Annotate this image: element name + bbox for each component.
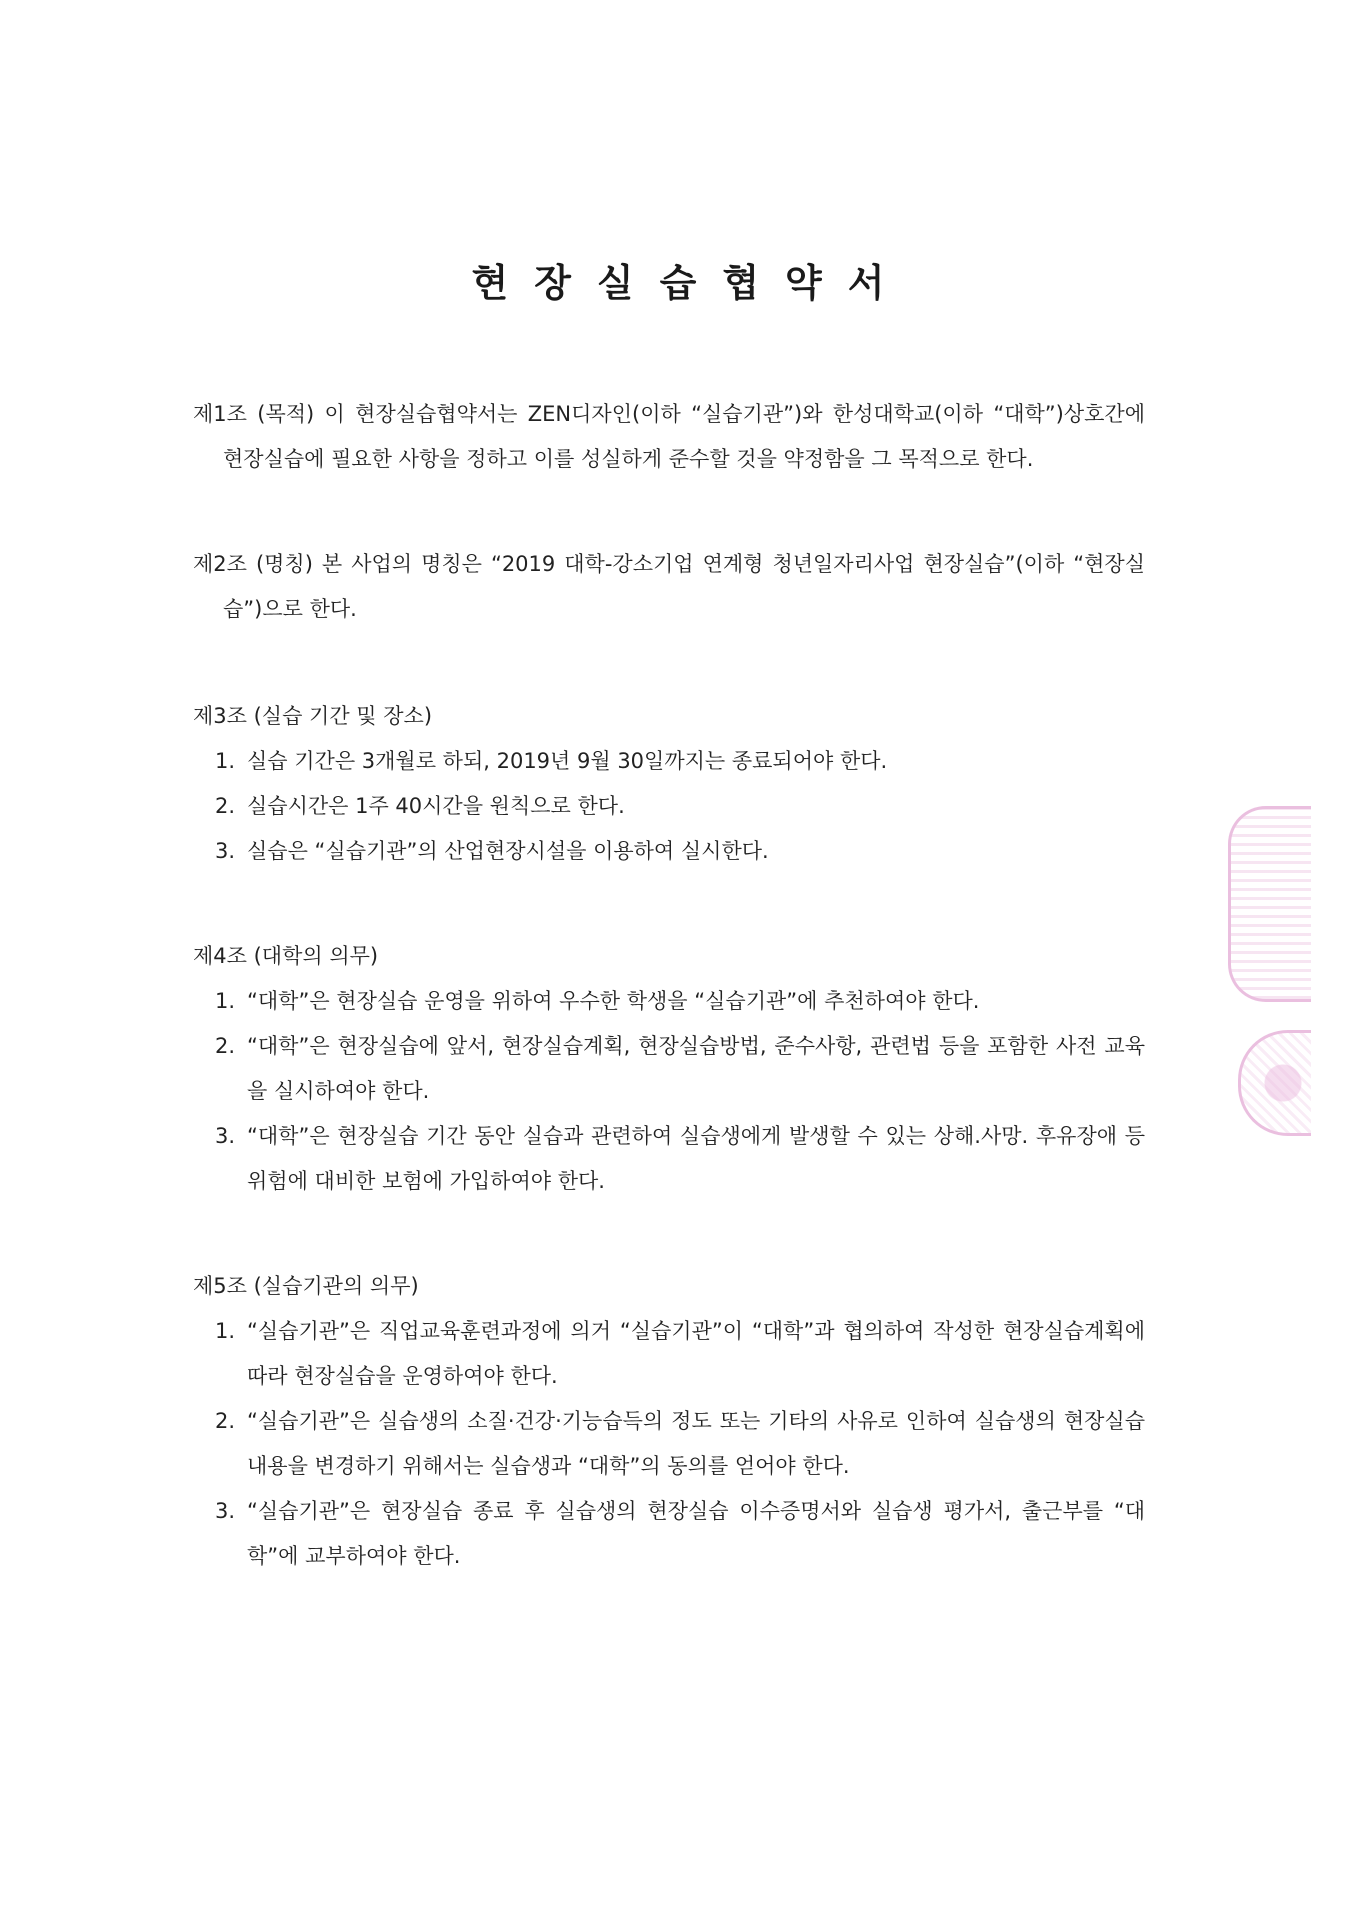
article-4: [193, 934, 1145, 1204]
seal-stamp-icon: [1228, 806, 1311, 1002]
article-text: 제2조 (명칭) 본 사업의 명칭은 “2019 대학-강소기업 연계형 청년일자리사업 현장실습”(이하 “현장실습”)으로 한다.: [193, 552, 1145, 621]
item-number: 3.: [215, 1124, 236, 1148]
item-number: 2.: [215, 1034, 236, 1058]
item-text: 실습시간은 1주 40시간을 원칙으로 한다.: [247, 794, 625, 818]
article-item-list: [193, 739, 1145, 874]
article-2: [193, 542, 1145, 632]
item-text: “실습기관”은 직업교육훈련과정에 의거 “실습기관”이 “대학”과 협의하여 작성한 현장실습계획에 따라 현장실습을 운영하여야 한다.: [247, 1319, 1145, 1388]
list-item: [193, 739, 1145, 784]
list-item: [193, 829, 1145, 874]
article-item-list: [193, 979, 1145, 1204]
item-text: “대학”은 현장실습에 앞서, 현장실습계획, 현장실습방법, 준수사항, 관련법 등을 포함한 사전 교육을 실시하여야 한다.: [247, 1034, 1145, 1103]
list-item: [193, 1309, 1145, 1399]
article-1: [193, 392, 1145, 482]
seal-stamp-icon: [1238, 1030, 1311, 1136]
document-body: [193, 392, 1145, 1639]
article-item-list: [193, 1309, 1145, 1579]
article-5: [193, 1264, 1145, 1579]
item-text: “실습기관”은 현장실습 종료 후 실습생의 현장실습 이수증명서와 실습생 평가서, 출근부를 “대학”에 교부하여야 한다.: [247, 1499, 1145, 1568]
item-text: 실습 기간은 3개월로 하되, 2019년 9월 30일까지는 종료되어야 한다.: [247, 749, 888, 773]
item-number: 3.: [215, 1499, 236, 1523]
item-number: 1.: [215, 989, 236, 1013]
item-text: “대학”은 현장실습 운영을 위하여 우수한 학생을 “실습기관”에 추천하여야 한다.: [247, 989, 980, 1013]
list-item: [193, 1489, 1145, 1579]
item-text: 실습은 “실습기관”의 산업현장시설을 이용하여 실시한다.: [247, 839, 769, 863]
item-number: 2.: [215, 794, 236, 818]
list-item: [193, 1399, 1145, 1489]
article-heading: 제5조 (실습기관의 의무): [193, 1274, 419, 1298]
item-number: 1.: [215, 1319, 236, 1343]
article-text: 제1조 (목적) 이 현장실습협약서는 ZEN디자인(이하 “실습기관”)와 한성대학교(이하 “대학”)상호간에 현장실습에 필요한 사항을 정하고 이를 성실하게 준수할 것을 약정함을 그 목적으로 한다.: [193, 402, 1145, 471]
list-item: [193, 979, 1145, 1024]
item-number: 3.: [215, 839, 236, 863]
item-text: “실습기관”은 실습생의 소질·건강·기능습득의 정도 또는 기타의 사유로 인하여 실습생의 현장실습내용을 변경하기 위해서는 실습생과 “대학”의 동의를 얻어야 한다.: [247, 1409, 1145, 1478]
item-text: “대학”은 현장실습 기간 동안 실습과 관련하여 실습생에게 발생할 수 있는 상해.사망. 후유장애 등 위험에 대비한 보험에 가입하여야 한다.: [247, 1124, 1145, 1193]
document-title: 현장실습협약서: [471, 261, 911, 305]
item-number: 2.: [215, 1409, 236, 1433]
list-item: [193, 1024, 1145, 1114]
list-item: [193, 784, 1145, 829]
article-heading: 제4조 (대학의 의무): [193, 944, 379, 968]
item-number: 1.: [215, 749, 236, 773]
article-3: [193, 694, 1145, 874]
article-heading: 제3조 (실습 기간 및 장소): [193, 704, 433, 728]
list-item: [193, 1114, 1145, 1204]
